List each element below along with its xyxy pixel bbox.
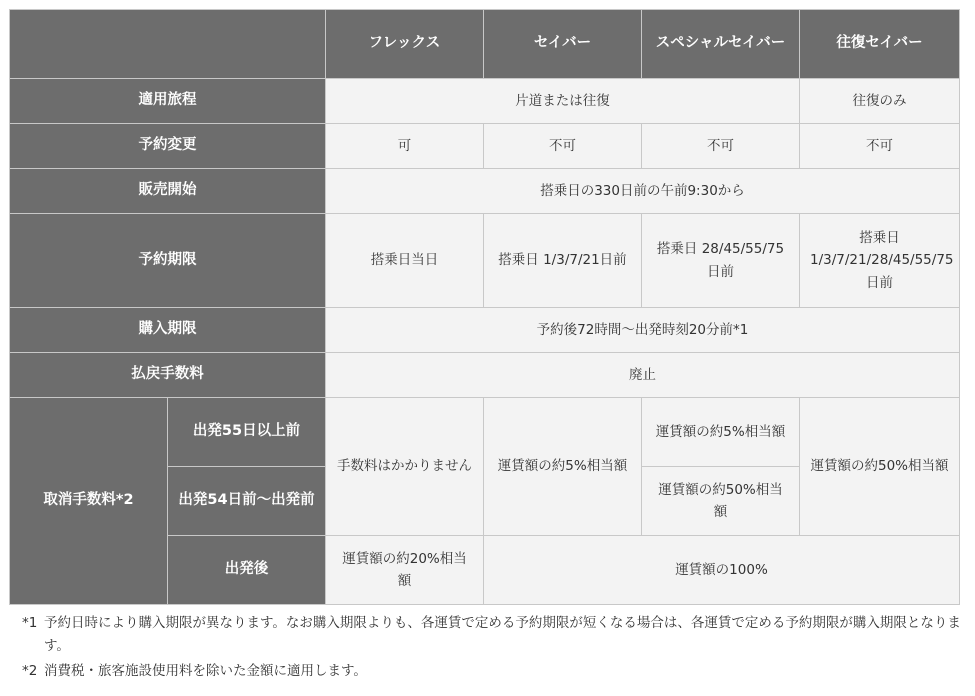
sub-row-label: 出発54日前〜出発前 [168, 467, 326, 536]
table-cell: 片道または往復 [326, 79, 800, 124]
table-cell: 運賃額の約50%相当額 [800, 398, 960, 536]
fare-comparison-table [9, 9, 960, 605]
row-label: 購入期限 [10, 308, 326, 353]
sub-row-label: 出発55日以上前 [168, 398, 326, 467]
footnotes [22, 612, 962, 685]
row-label: 取消手数料*2 [10, 398, 168, 605]
footnote [22, 612, 962, 658]
row-booking-deadline [10, 214, 960, 308]
header-special-saver: スペシャルセイバー [642, 10, 800, 79]
table-cell: 搭乗日 1/3/7/21/28/45/55/75日前 [800, 214, 960, 308]
table-cell: 運賃額の約5%相当額 [484, 398, 642, 536]
row-label: 予約期限 [10, 214, 326, 308]
table-cell: 運賃額の約20%相当額 [326, 536, 484, 605]
row-purchase-deadline [10, 308, 960, 353]
row-cancel-fee-55 [10, 398, 960, 467]
footnote-text: 消費税・旅客施設使用料を除いた金額に適用します。 [44, 662, 367, 679]
header-round-trip-saver: 往復セイバー [800, 10, 960, 79]
table-cell: 搭乗日 28/45/55/75日前 [642, 214, 800, 308]
table-cell: 不可 [800, 124, 960, 169]
table-cell: 運賃額の約5%相当額 [642, 398, 800, 467]
table-cell: 可 [326, 124, 484, 169]
table-cell: 予約後72時間〜出発時刻20分前*1 [326, 308, 960, 353]
row-itinerary [10, 79, 960, 124]
footnote-mark: *1 [22, 615, 38, 631]
table-cell: 不可 [642, 124, 800, 169]
header-corner [10, 10, 326, 79]
row-change [10, 124, 960, 169]
footnote [22, 660, 962, 683]
table-cell: 搭乗日の330日前の午前9:30から [326, 169, 960, 214]
table-cell: 運賃額の約50%相当額 [642, 467, 800, 536]
footnote-text: 予約日時により購入期限が異なります。なお購入期限よりも、各運賃で定める予約期限が短くなる場合は、各運賃で定める予約期限が購入期限となります。 [44, 615, 961, 654]
row-refund-fee [10, 353, 960, 398]
header-row [10, 10, 960, 79]
sub-row-label: 出発後 [168, 536, 326, 605]
row-label: 払戻手数料 [10, 353, 326, 398]
table-cell: 搭乗日当日 [326, 214, 484, 308]
table-cell: 搭乗日 1/3/7/21日前 [484, 214, 642, 308]
row-label: 販売開始 [10, 169, 326, 214]
table-cell: 不可 [484, 124, 642, 169]
table-cell: 手数料はかかりません [326, 398, 484, 536]
row-label: 適用旅程 [10, 79, 326, 124]
table-cell: 廃止 [326, 353, 960, 398]
row-sales-start [10, 169, 960, 214]
header-saver: セイバー [484, 10, 642, 79]
row-label: 予約変更 [10, 124, 326, 169]
table-cell: 往復のみ [800, 79, 960, 124]
header-flex: フレックス [326, 10, 484, 79]
table-cell: 運賃額の100% [484, 536, 960, 605]
footnote-mark: *2 [22, 662, 38, 679]
